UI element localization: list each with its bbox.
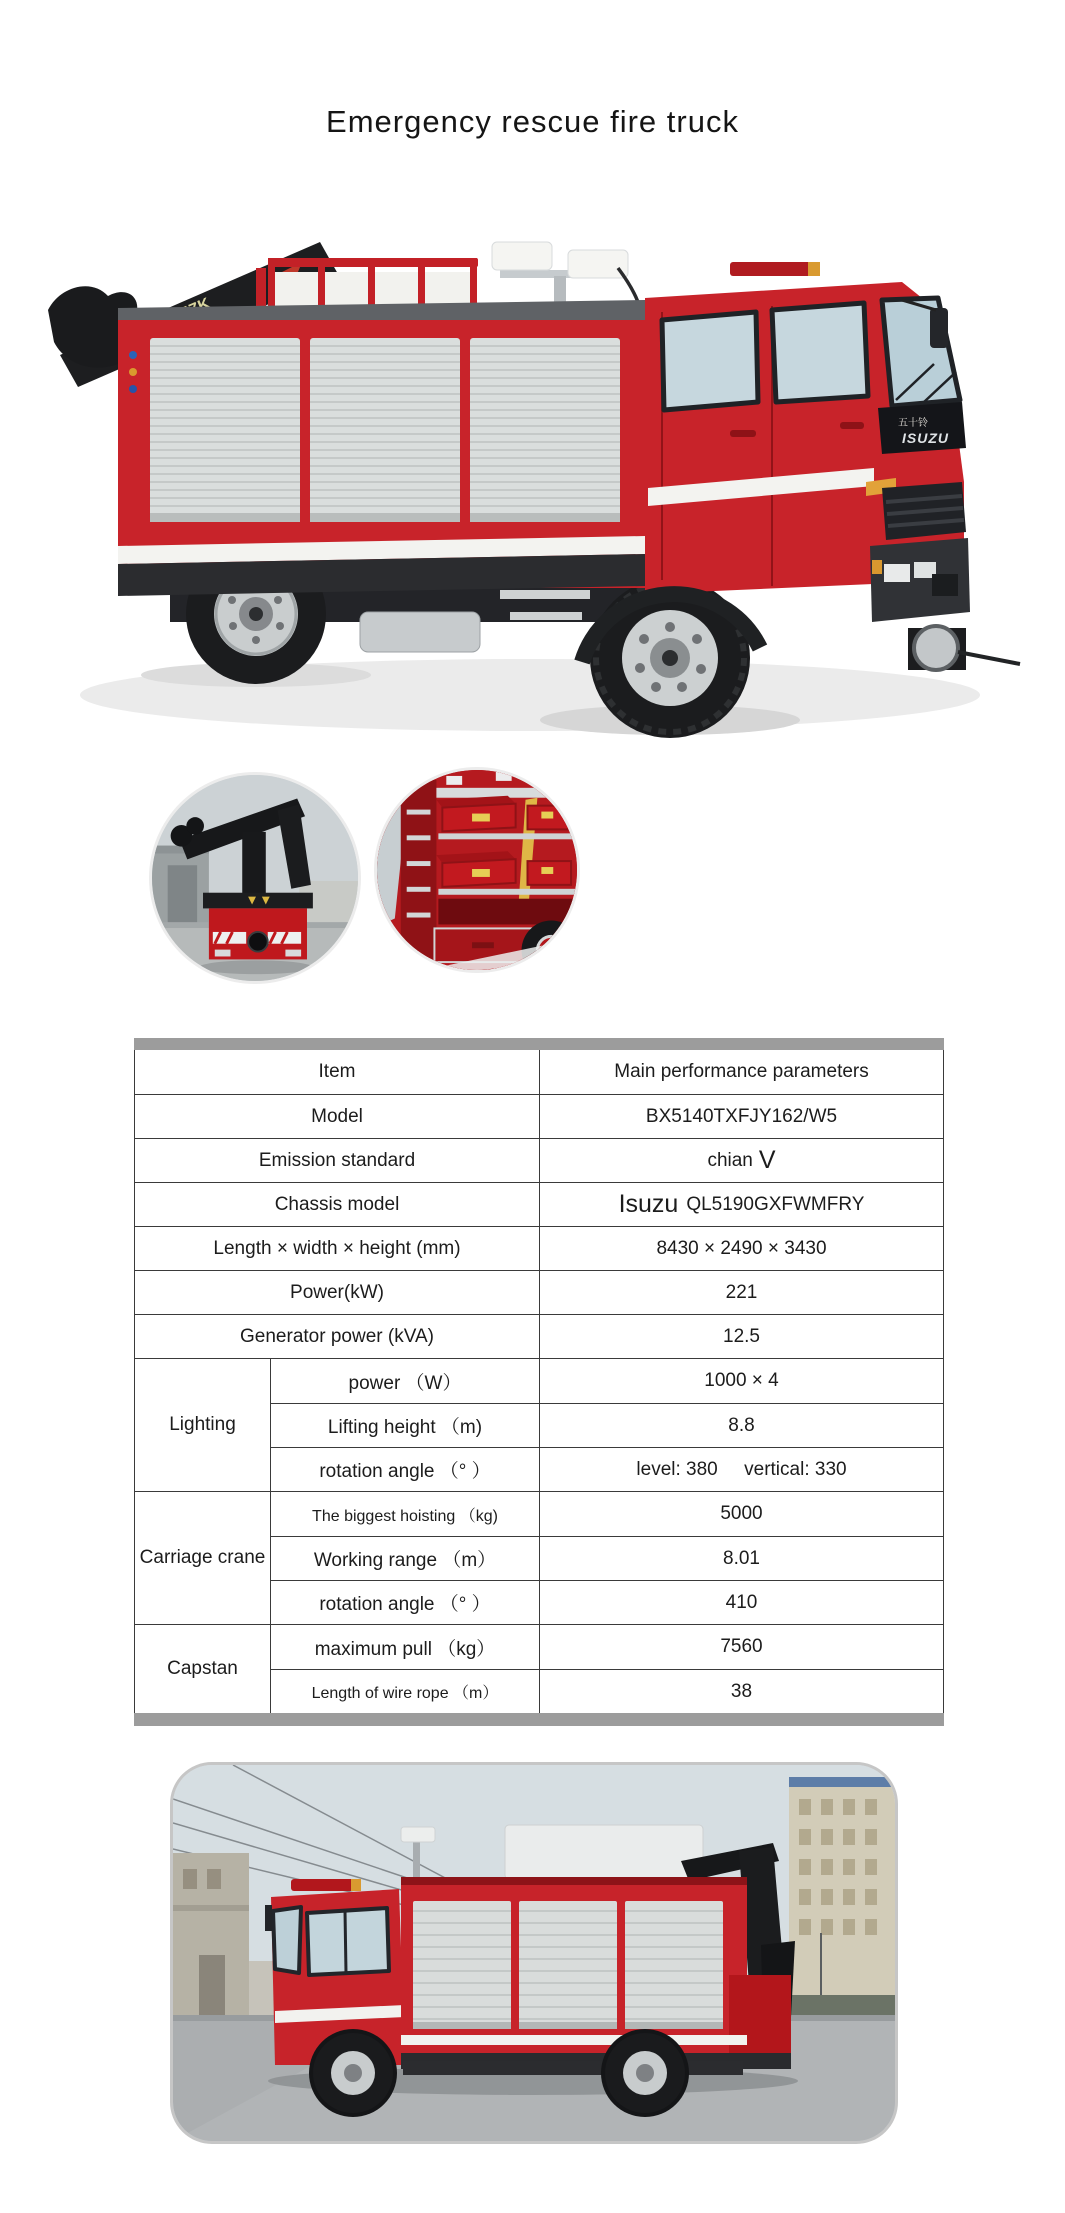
row-label: The biggest hoisting （kg) <box>271 1492 540 1536</box>
group-carriage-crane <box>135 1491 943 1624</box>
row-value <box>540 1183 943 1226</box>
row-label: Lifting height （m) <box>271 1404 540 1447</box>
row-label: Power(kW) <box>135 1271 540 1314</box>
row-label: power （W） <box>271 1359 540 1403</box>
group-label: Carriage crane <box>135 1492 271 1624</box>
cab-brand-cn-text: 五十铃 <box>898 418 928 429</box>
table-row-lifting-height <box>271 1403 943 1447</box>
row-label: rotation angle （° ） <box>271 1448 540 1491</box>
main-truck-illustration <box>30 150 1040 750</box>
table-row-crane-rotation <box>271 1580 943 1624</box>
row-value: 1000 × 4 <box>704 1370 779 1391</box>
compartment-detail-illustration <box>377 770 577 970</box>
row-value-text: chian <box>707 1149 753 1171</box>
row-value: 12.5 <box>723 1325 760 1347</box>
row-value: 410 <box>725 1591 758 1613</box>
table-bottom-bar <box>134 1713 944 1726</box>
truck-rear-body <box>209 908 307 959</box>
crane-detail-illustration <box>152 775 358 981</box>
group-label: Lighting <box>135 1359 271 1491</box>
row-label: rotation angle （° ） <box>271 1581 540 1624</box>
group-capstan <box>135 1624 943 1713</box>
header-item: Item <box>135 1050 540 1094</box>
row-label: Length × width × height (mm) <box>135 1227 540 1270</box>
cab-brand-text: ISUZU <box>902 430 949 446</box>
table-row-emission <box>135 1138 943 1182</box>
main-truck-photo <box>30 150 1040 750</box>
row-value <box>540 1139 943 1182</box>
side-ladder <box>401 780 437 970</box>
roller-shutter-3 <box>470 338 620 522</box>
table-row-dimensions <box>135 1226 943 1270</box>
beacon-bar <box>291 1879 357 1891</box>
group-lighting <box>135 1358 943 1491</box>
row-value-text: QL5190GXFWMFRY <box>686 1193 865 1215</box>
row-label: Emission standard <box>135 1139 540 1182</box>
table-row-lighting-rotation <box>271 1447 943 1491</box>
row-value: level: 380 vertical: 330 <box>636 1458 847 1480</box>
page-title: Emergency rescue fire truck <box>326 104 739 139</box>
row-value: 5000 <box>720 1503 763 1524</box>
row-value: 8.8 <box>728 1414 755 1436</box>
table-row-wire-rope <box>271 1669 943 1713</box>
row-value: 221 <box>725 1281 758 1303</box>
header-params: Main performance parameters <box>614 1061 869 1082</box>
bottom-truck-photo <box>170 1762 898 2144</box>
roof-box <box>505 1825 703 1879</box>
table-row-hoisting <box>271 1492 943 1536</box>
table-row-power <box>135 1270 943 1314</box>
bottom-truck-illustration <box>173 1765 895 2141</box>
row-label: Length of wire rope （m） <box>271 1670 540 1713</box>
row-label: Working range （m） <box>271 1537 540 1580</box>
table-row-lighting-power <box>271 1359 943 1403</box>
roller-shutter-2 <box>310 338 460 522</box>
row-value: 8430 × 2490 × 3430 <box>656 1237 827 1259</box>
table-body <box>134 1050 944 1713</box>
table-row-working-range <box>271 1536 943 1580</box>
row-label: maximum pull （kg） <box>271 1625 540 1669</box>
shutters <box>413 1901 723 2029</box>
table-row-generator <box>135 1314 943 1358</box>
spec-table <box>134 1038 944 1726</box>
row-value-big: Isuzu <box>618 1190 679 1218</box>
row-value-big: V <box>758 1146 776 1174</box>
row-label: Generator power (kVA) <box>135 1315 540 1358</box>
detail-photo-compartment <box>377 770 577 970</box>
truck-body <box>118 300 645 596</box>
row-label: Model <box>135 1095 540 1138</box>
table-row-chassis <box>135 1182 943 1226</box>
detail-photo-crane <box>152 775 358 981</box>
table-top-bar <box>134 1038 944 1050</box>
row-value: BX5140TXFJY162/W5 <box>645 1105 838 1127</box>
group-label: Capstan <box>135 1625 271 1713</box>
roller-shutter-1 <box>150 338 300 522</box>
table-row-maximum-pull <box>271 1625 943 1669</box>
row-label: Chassis model <box>135 1183 540 1226</box>
row-value: 38 <box>730 1680 753 1702</box>
table-header-row <box>135 1050 943 1094</box>
table-row-model <box>135 1094 943 1138</box>
row-value: 7560 <box>720 1636 763 1657</box>
row-value: 8.01 <box>723 1547 760 1569</box>
